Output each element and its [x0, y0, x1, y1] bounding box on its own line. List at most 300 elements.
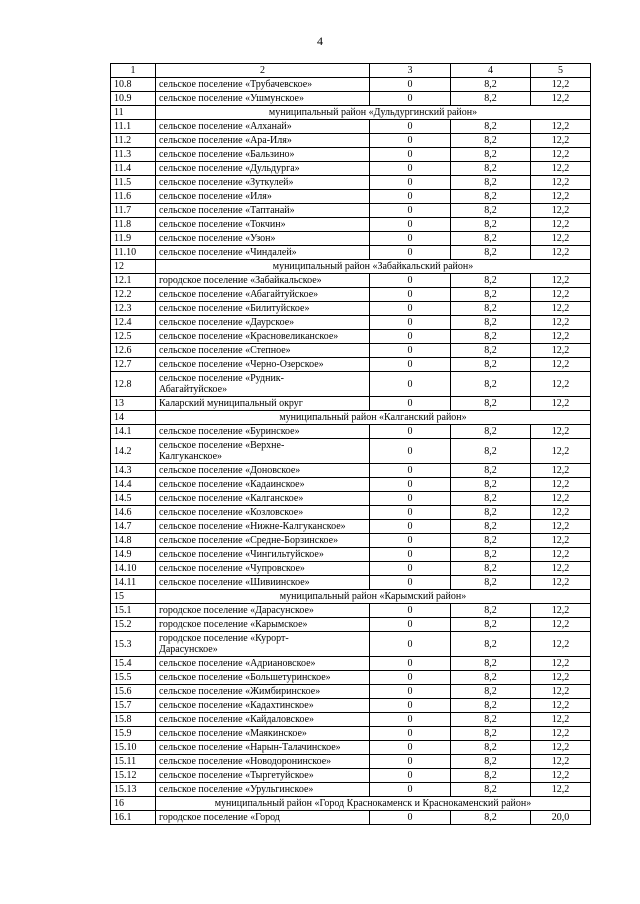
settlement-name-line-1: городское поселение «Курорт-	[159, 633, 289, 644]
settlement-name: сельское поселение «Чингильтуйское»	[156, 548, 370, 562]
settlement-name: сельское поселение «Черно-Озерское»	[156, 358, 370, 372]
row-number: 10.9	[111, 92, 156, 106]
row-number: 14.10	[111, 562, 156, 576]
value-col-5: 12,2	[531, 190, 591, 204]
value-col-5: 12,2	[531, 671, 591, 685]
value-col-4: 8,2	[451, 344, 531, 358]
value-col-4: 8,2	[451, 506, 531, 520]
value-col-5: 12,2	[531, 134, 591, 148]
table-row	[111, 741, 591, 755]
settlement-name-line-2: Калгуканское»	[159, 451, 223, 462]
value-col-5: 12,2	[531, 506, 591, 520]
settlement-name: сельское поселение «Таптанай»	[156, 204, 370, 218]
table-row	[111, 755, 591, 769]
table-row	[111, 439, 591, 464]
value-col-4: 8,2	[451, 685, 531, 699]
row-number: 15.11	[111, 755, 156, 769]
value-col-5: 12,2	[531, 316, 591, 330]
settlement-name: сельское поселение «Тыргетуйское»	[156, 769, 370, 783]
settlement-name: городское поселение «Карымское»	[156, 618, 370, 632]
table-row	[111, 232, 591, 246]
value-col-5: 12,2	[531, 783, 591, 797]
value-col-5: 12,2	[531, 478, 591, 492]
settlement-name	[156, 632, 370, 657]
header-col-1: 1	[111, 64, 156, 78]
settlement-name: сельское поселение «Шивиинское»	[156, 576, 370, 590]
value-col-4: 8,2	[451, 576, 531, 590]
table-row	[111, 330, 591, 344]
table-row	[111, 548, 591, 562]
section-title: муниципальный район «Город Краснокаменск и Краснокаменский район»	[156, 797, 591, 811]
value-col-5: 12,2	[531, 397, 591, 411]
value-col-3: 0	[370, 618, 451, 632]
row-number: 13	[111, 397, 156, 411]
settlement-name: сельское поселение «Билитуйское»	[156, 302, 370, 316]
value-col-3: 0	[370, 134, 451, 148]
value-col-3: 0	[370, 713, 451, 727]
table-row	[111, 478, 591, 492]
value-col-5: 12,2	[531, 520, 591, 534]
value-col-4: 8,2	[451, 769, 531, 783]
header-col-3: 3	[370, 64, 451, 78]
table-row	[111, 246, 591, 260]
header-col-5: 5	[531, 64, 591, 78]
settlement-name: сельское поселение «Кадахтинское»	[156, 699, 370, 713]
section-row	[111, 106, 591, 120]
value-col-5: 12,2	[531, 218, 591, 232]
table-row	[111, 520, 591, 534]
value-col-4: 8,2	[451, 811, 531, 825]
header-col-4: 4	[451, 64, 531, 78]
value-col-5: 12,2	[531, 372, 591, 397]
row-number: 12.8	[111, 372, 156, 397]
value-col-3: 0	[370, 548, 451, 562]
settlement-name: сельское поселение «Степное»	[156, 344, 370, 358]
value-col-5: 12,2	[531, 604, 591, 618]
value-col-5: 12,2	[531, 685, 591, 699]
value-col-5: 12,2	[531, 618, 591, 632]
value-col-5: 12,2	[531, 769, 591, 783]
row-number: 12.4	[111, 316, 156, 330]
table-row	[111, 713, 591, 727]
value-col-5: 12,2	[531, 288, 591, 302]
table-row	[111, 92, 591, 106]
row-number: 12.6	[111, 344, 156, 358]
value-col-5: 12,2	[531, 534, 591, 548]
settlement-name: сельское поселение «Абагайтуйское»	[156, 288, 370, 302]
settlement-name: сельское поселение «Доновское»	[156, 464, 370, 478]
settlement-name: сельское поселение «Маякинское»	[156, 727, 370, 741]
value-col-4: 8,2	[451, 148, 531, 162]
value-col-5: 12,2	[531, 425, 591, 439]
row-number: 15	[111, 590, 156, 604]
value-col-4: 8,2	[451, 92, 531, 106]
settlement-name: сельское поселение «Новодоронинское»	[156, 755, 370, 769]
value-col-3: 0	[370, 397, 451, 411]
row-number: 12.7	[111, 358, 156, 372]
value-col-4: 8,2	[451, 176, 531, 190]
value-col-5: 12,2	[531, 120, 591, 134]
value-col-5: 12,2	[531, 176, 591, 190]
settlement-name: городское поселение «Город	[156, 811, 370, 825]
row-number: 11.5	[111, 176, 156, 190]
value-col-3: 0	[370, 344, 451, 358]
settlement-name: сельское поселение «Иля»	[156, 190, 370, 204]
settlement-name-line-1: сельское поселение «Верхне-	[159, 440, 285, 451]
value-col-3: 0	[370, 218, 451, 232]
value-col-4: 8,2	[451, 618, 531, 632]
value-col-4: 8,2	[451, 562, 531, 576]
value-col-3: 0	[370, 783, 451, 797]
value-col-4: 8,2	[451, 755, 531, 769]
value-col-4: 8,2	[451, 632, 531, 657]
value-col-4: 8,2	[451, 78, 531, 92]
row-number: 11.7	[111, 204, 156, 218]
value-col-4: 8,2	[451, 671, 531, 685]
row-number: 12.3	[111, 302, 156, 316]
value-col-5: 12,2	[531, 741, 591, 755]
value-col-5: 12,2	[531, 713, 591, 727]
settlement-name: сельское поселение «Жимбиринское»	[156, 685, 370, 699]
value-col-5: 12,2	[531, 562, 591, 576]
settlement-name-line-1: сельское поселение «Рудник-	[159, 373, 284, 384]
table-row	[111, 811, 591, 825]
value-col-4: 8,2	[451, 302, 531, 316]
value-col-5: 12,2	[531, 148, 591, 162]
value-col-3: 0	[370, 699, 451, 713]
value-col-3: 0	[370, 727, 451, 741]
value-col-5: 12,2	[531, 548, 591, 562]
row-number: 12	[111, 260, 156, 274]
settlement-name: сельское поселение «Нижне-Калгуканское»	[156, 520, 370, 534]
row-number: 11.8	[111, 218, 156, 232]
row-number: 15.13	[111, 783, 156, 797]
table-row	[111, 699, 591, 713]
value-col-4: 8,2	[451, 478, 531, 492]
value-col-5: 12,2	[531, 657, 591, 671]
table-row	[111, 176, 591, 190]
row-number: 14.8	[111, 534, 156, 548]
row-number: 14	[111, 411, 156, 425]
value-col-3: 0	[370, 330, 451, 344]
row-number: 15.1	[111, 604, 156, 618]
value-col-3: 0	[370, 769, 451, 783]
value-col-4: 8,2	[451, 274, 531, 288]
value-col-5: 12,2	[531, 232, 591, 246]
value-col-3: 0	[370, 302, 451, 316]
value-col-3: 0	[370, 520, 451, 534]
value-col-4: 8,2	[451, 534, 531, 548]
row-number: 14.9	[111, 548, 156, 562]
table-row	[111, 274, 591, 288]
value-col-3: 0	[370, 274, 451, 288]
value-col-4: 8,2	[451, 134, 531, 148]
row-number: 14.6	[111, 506, 156, 520]
row-number: 11.9	[111, 232, 156, 246]
row-number: 11.3	[111, 148, 156, 162]
row-number: 15.12	[111, 769, 156, 783]
settlement-name: сельское поселение «Чупровское»	[156, 562, 370, 576]
row-number: 15.5	[111, 671, 156, 685]
value-col-3: 0	[370, 176, 451, 190]
value-col-3: 0	[370, 288, 451, 302]
table-row	[111, 204, 591, 218]
page-number: 4	[317, 34, 323, 48]
value-col-3: 0	[370, 604, 451, 618]
table-row	[111, 657, 591, 671]
value-col-5: 12,2	[531, 632, 591, 657]
row-number: 14.7	[111, 520, 156, 534]
settlement-name: сельское поселение «Зуткулей»	[156, 176, 370, 190]
table-row	[111, 492, 591, 506]
row-number: 15.9	[111, 727, 156, 741]
table-body	[111, 64, 591, 825]
header-col-2: 2	[156, 64, 370, 78]
value-col-3: 0	[370, 204, 451, 218]
value-col-4: 8,2	[451, 657, 531, 671]
table-row	[111, 134, 591, 148]
value-col-3: 0	[370, 162, 451, 176]
value-col-4: 8,2	[451, 439, 531, 464]
row-number: 14.4	[111, 478, 156, 492]
value-col-3: 0	[370, 755, 451, 769]
value-col-3: 0	[370, 562, 451, 576]
value-col-5: 12,2	[531, 492, 591, 506]
table-row	[111, 685, 591, 699]
value-col-3: 0	[370, 232, 451, 246]
value-col-5: 12,2	[531, 78, 591, 92]
row-number: 14.5	[111, 492, 156, 506]
table-row	[111, 562, 591, 576]
table-row	[111, 534, 591, 548]
section-row	[111, 590, 591, 604]
settlement-name: сельское поселение «Бальзино»	[156, 148, 370, 162]
value-col-4: 8,2	[451, 120, 531, 134]
value-col-4: 8,2	[451, 727, 531, 741]
row-number: 14.3	[111, 464, 156, 478]
table-row	[111, 372, 591, 397]
value-col-5: 12,2	[531, 576, 591, 590]
row-number: 15.3	[111, 632, 156, 657]
value-col-4: 8,2	[451, 190, 531, 204]
value-col-3: 0	[370, 439, 451, 464]
row-number: 11.2	[111, 134, 156, 148]
value-col-4: 8,2	[451, 330, 531, 344]
value-col-4: 8,2	[451, 492, 531, 506]
settlement-name: сельское поселение «Кадаинское»	[156, 478, 370, 492]
row-number: 15.7	[111, 699, 156, 713]
table-row	[111, 358, 591, 372]
row-number: 15.6	[111, 685, 156, 699]
value-col-3: 0	[370, 685, 451, 699]
value-col-3: 0	[370, 492, 451, 506]
value-col-3: 0	[370, 358, 451, 372]
value-col-4: 8,2	[451, 604, 531, 618]
value-col-3: 0	[370, 120, 451, 134]
allocation-table	[110, 63, 591, 825]
table-row	[111, 425, 591, 439]
value-col-4: 8,2	[451, 520, 531, 534]
settlement-name-line-2: Абагайтуйское»	[159, 384, 228, 395]
table-row	[111, 78, 591, 92]
row-number: 16	[111, 797, 156, 811]
value-col-4: 8,2	[451, 783, 531, 797]
value-col-3: 0	[370, 190, 451, 204]
section-row	[111, 260, 591, 274]
value-col-4: 8,2	[451, 548, 531, 562]
table-row	[111, 288, 591, 302]
value-col-5: 12,2	[531, 464, 591, 478]
value-col-5: 12,2	[531, 727, 591, 741]
row-number: 10.8	[111, 78, 156, 92]
section-title: муниципальный район «Калганский район»	[156, 411, 591, 425]
value-col-4: 8,2	[451, 741, 531, 755]
table-row	[111, 604, 591, 618]
value-col-4: 8,2	[451, 316, 531, 330]
value-col-3: 0	[370, 671, 451, 685]
table-row	[111, 783, 591, 797]
row-number: 15.2	[111, 618, 156, 632]
table-row	[111, 218, 591, 232]
table-row	[111, 464, 591, 478]
value-col-3: 0	[370, 576, 451, 590]
settlement-name: сельское поселение «Кайдаловское»	[156, 713, 370, 727]
row-number: 11.10	[111, 246, 156, 260]
section-title: муниципальный район «Карымский район»	[156, 590, 591, 604]
value-col-4: 8,2	[451, 288, 531, 302]
settlement-name: сельское поселение «Алханай»	[156, 120, 370, 134]
settlement-name: сельское поселение «Трубачевское»	[156, 78, 370, 92]
value-col-4: 8,2	[451, 204, 531, 218]
value-col-4: 8,2	[451, 246, 531, 260]
value-col-3: 0	[370, 741, 451, 755]
settlement-name: городское поселение «Забайкальское»	[156, 274, 370, 288]
value-col-4: 8,2	[451, 425, 531, 439]
value-col-3: 0	[370, 148, 451, 162]
row-number: 12.1	[111, 274, 156, 288]
value-col-3: 0	[370, 478, 451, 492]
section-title: муниципальный район «Дульдургинский район»	[156, 106, 591, 120]
row-number: 11	[111, 106, 156, 120]
value-col-4: 8,2	[451, 699, 531, 713]
table-row	[111, 769, 591, 783]
table-row	[111, 120, 591, 134]
settlement-name: Каларский муниципальный округ	[156, 397, 370, 411]
table-row	[111, 316, 591, 330]
settlement-name: сельское поселение «Средне-Борзинское»	[156, 534, 370, 548]
value-col-5: 12,2	[531, 274, 591, 288]
value-col-4: 8,2	[451, 713, 531, 727]
value-col-5: 12,2	[531, 330, 591, 344]
value-col-5: 12,2	[531, 358, 591, 372]
value-col-4: 8,2	[451, 232, 531, 246]
value-col-3: 0	[370, 811, 451, 825]
value-col-5: 12,2	[531, 302, 591, 316]
table-row	[111, 162, 591, 176]
value-col-3: 0	[370, 534, 451, 548]
value-col-4: 8,2	[451, 464, 531, 478]
table-header-row	[111, 64, 591, 78]
settlement-name	[156, 372, 370, 397]
value-col-5: 20,0	[531, 811, 591, 825]
value-col-3: 0	[370, 425, 451, 439]
value-col-3: 0	[370, 92, 451, 106]
value-col-4: 8,2	[451, 162, 531, 176]
row-number: 12.5	[111, 330, 156, 344]
table-row	[111, 344, 591, 358]
settlement-name: сельское поселение «Урульгинское»	[156, 783, 370, 797]
settlement-name: сельское поселение «Адриановское»	[156, 657, 370, 671]
value-col-5: 12,2	[531, 246, 591, 260]
value-col-5: 12,2	[531, 162, 591, 176]
section-row	[111, 411, 591, 425]
settlement-name: сельское поселение «Козловское»	[156, 506, 370, 520]
row-number: 15.10	[111, 741, 156, 755]
value-col-3: 0	[370, 506, 451, 520]
settlement-name: сельское поселение «Красновеликанское»	[156, 330, 370, 344]
table-row	[111, 618, 591, 632]
value-col-3: 0	[370, 632, 451, 657]
table-row	[111, 671, 591, 685]
value-col-4: 8,2	[451, 218, 531, 232]
row-number: 11.6	[111, 190, 156, 204]
row-number: 12.2	[111, 288, 156, 302]
row-number: 11.1	[111, 120, 156, 134]
settlement-name: сельское поселение «Большетуринское»	[156, 671, 370, 685]
table-row	[111, 576, 591, 590]
settlement-name: сельское поселение «Нарын-Талачинское»	[156, 741, 370, 755]
settlement-name: сельское поселение «Калганское»	[156, 492, 370, 506]
settlement-name: городское поселение «Дарасунское»	[156, 604, 370, 618]
settlement-name	[156, 439, 370, 464]
value-col-4: 8,2	[451, 372, 531, 397]
settlement-name: сельское поселение «Даурское»	[156, 316, 370, 330]
settlement-name: сельское поселение «Ара-Иля»	[156, 134, 370, 148]
value-col-5: 12,2	[531, 699, 591, 713]
row-number: 15.8	[111, 713, 156, 727]
settlement-name: сельское поселение «Узон»	[156, 232, 370, 246]
row-number: 15.4	[111, 657, 156, 671]
row-number: 14.11	[111, 576, 156, 590]
settlement-name: сельское поселение «Дульдурга»	[156, 162, 370, 176]
settlement-name-line-2: Дарасунское»	[159, 644, 218, 655]
value-col-5: 12,2	[531, 92, 591, 106]
section-row	[111, 797, 591, 811]
value-col-4: 8,2	[451, 397, 531, 411]
value-col-3: 0	[370, 246, 451, 260]
table-row	[111, 727, 591, 741]
settlement-name: сельское поселение «Чиндалей»	[156, 246, 370, 260]
row-number: 14.1	[111, 425, 156, 439]
table-row	[111, 302, 591, 316]
value-col-3: 0	[370, 78, 451, 92]
row-number: 11.4	[111, 162, 156, 176]
value-col-3: 0	[370, 316, 451, 330]
settlement-name: сельское поселение «Буринское»	[156, 425, 370, 439]
row-number: 16.1	[111, 811, 156, 825]
value-col-5: 12,2	[531, 439, 591, 464]
value-col-4: 8,2	[451, 358, 531, 372]
row-number: 14.2	[111, 439, 156, 464]
value-col-3: 0	[370, 657, 451, 671]
value-col-5: 12,2	[531, 344, 591, 358]
table-row	[111, 397, 591, 411]
value-col-5: 12,2	[531, 204, 591, 218]
value-col-5: 12,2	[531, 755, 591, 769]
value-col-3: 0	[370, 372, 451, 397]
table-row	[111, 632, 591, 657]
settlement-name: сельское поселение «Токчин»	[156, 218, 370, 232]
